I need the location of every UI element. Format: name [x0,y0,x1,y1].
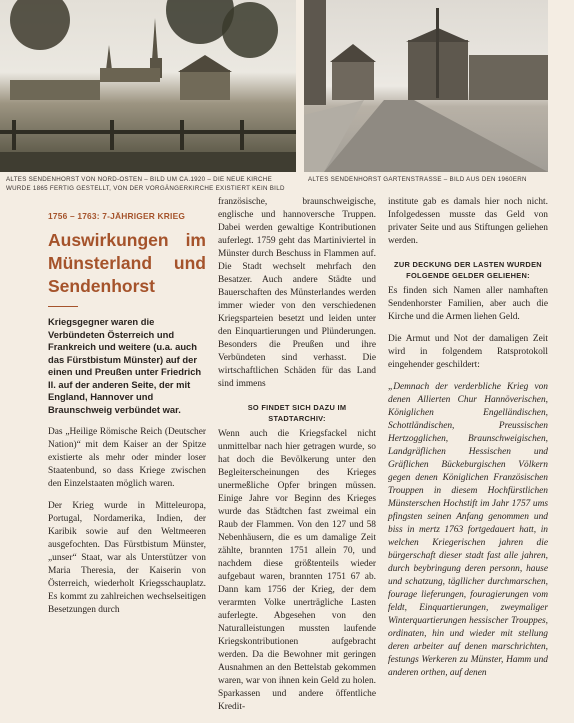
street-illustration [304,0,548,172]
paragraph: Der Krieg wurde in Mitteleuropa, Portugal, Nordamerika, Indien, der Karibik sowie auf den Weltmeeren ausgefochten. Das Fürstbistum Münster, „unser“ Staat, war als Unterstützer von Maria Theresia, der Kaiserin von Österreich, wiederholt Kriegsschauplatz. Es kommt zu zahlreichen wechselseitigen Besetzungen durch [48,501,206,615]
article-kicker: 1756 – 1763: 7-JÄHRIGER KRIEG [48,211,186,221]
paragraph: Das „Heilige Römische Reich (Deutscher Nation)“ mit dem Kaiser an der Spitze existierte als mehr oder minder loser Staatenbund, so dass Kriege zwischen den Einzelstaaten möglich waren. [48,427,206,489]
article-lead: Kriegsgegner waren die Verbündeten Österreich und Frankreich und weitere (u.a. auch das Fürstbistum Münster) auf der einen und Preußen unter Friedrich II. auf der anderen Seite, der mit England, Hannover und Braunschweig verbündet war. [48,316,202,415]
paragraph: Wenn auch die Kriegsfackel nicht unmittelbar nach hier getragen wurde, so hat doch die Bevölkerung unter den Begleiterscheinungen des Krieges unermeßliche Opfer bringen müssen. Einige Jahre vor Beginn des Krieges wurde das Städtchen fast zweimal ein Raub der Flammen. Von den 127 und 58 Nebenhäusern, die es um damalige Zeit zählte, brannten 1751 allein 70, und nachdem diese größtenteils wieder aufgebaut waren, brannten 1751 67 ab. Dann kam 1756 der Krieg, der dem verarmten Volke unerträgliche Lasten auferlegte. Abgesehen von den Naturalleistungen mussten laufende Kriegskontributionen aufgebracht werden. Da die Bewohner mit geringen Ausnahmen an den Bettelstab gekommen waren, war von ihnen kein Geld zu holen. Sparkassen und andere öffentliche Kredit- [218,429,376,712]
paragraph: Die Armut und Not der damaligen Zeit wird in folgendem Ratsprotokoll eingehender geschildert: [388,334,548,370]
quoted-protocol: „Demnach der verderbliche Krieg von denen Allierten Chur Hannöverischen, Königlichen Engelländischen, Schottländischen, Preussischen Hertzogglichen, Braunschweigischen, Landgräflichen Hessischen und Gräflichen Bückeburgischen Völkern gegen denen Königlichen Französischen Trouppen in diesem Hochfürstlichen Münsterschen Hochstift im Jahr 1757 ums pfingsten seinen Anfang genommen und biss in mertz 1763 fortgedauert hatt, in welchen Kriegerischen jahren die bürgerschaft dieser stadt fast alle jahren, durch beybringung deren personn, hause und schatzung, tägllicher durchmarschen, fourage lieferungen, fouragierungen vom feldt, Einquartierungen, zweymaliger Winterquartierungen hessischer Trouppes, ordinaten, hin und wieder mit stellung deren arbeiter auf denen marschrichten, festungs Werkeren zu Münster, Hamm und anderen orthen, auf denen [388,382,548,678]
church-town-illustration [0,0,296,172]
column-3 [388,196,548,689]
photo-strip [0,0,574,192]
article-title: Auswirkungen im Münsterland und Sendenhorst [48,230,206,296]
photo-caption-left: ALTES SENDENHORST VON NORD-OSTEN – BILD UM CA.1920 – DIE NEUE KIRCHE WURDE 1865 FERTIG GESTELLT, VON DER VORGÄNGERKIRCHE EXISTIERT KEIN BILD [6,176,285,192]
column-1 [48,196,206,626]
paragraph: französische, braunschweigische, englische und hannoversche Truppen. Dabei werden gewaltige Kontributionen auferlegt. 1759 geht das Martiniviertel in Münster durch Beschuss in Flammen auf. Die Stadt wechselt mehrfach den Besatzer. Auch andere Städte und Bauerschaften des Münsterlandes werden immer wieder von den verschiedenen Kriegsparteien besetzt und leiden unter den Einquartierungen und Plünderungen. Besonders die Preußen und ihre Verbündeten sind verhasst. Die wirtschaftlichen Schäden für das Land sind immens [218,197,376,389]
historic-photo-gartenstrasse [304,0,548,172]
page-edge [548,0,574,600]
section-subhead: ZUR DECKUNG DER LASTEN WURDEN FOLGENDE GELDER GELIEHEN: [394,260,542,280]
paragraph: institute gab es damals hier noch nicht. Infolgedessen musste das Geld von privater Seite und aus Stiftungen geliehen werden. [388,197,548,246]
photo-caption-right: ALTES SENDENHORST GARTENSTRASSE – BILD AUS DEN 1960ERN [308,176,527,183]
title-rule [48,306,78,307]
column-2 [218,196,376,723]
historic-photo-north-east-view [0,0,296,172]
paragraph: Es finden sich Namen aller namhaften Sendenhorster Familien, aber auch die Kirche und die Armen liehen Geld. [388,286,548,322]
section-subhead: SO FINDET SICH DAZU IM STADTARCHIV: [247,403,347,423]
